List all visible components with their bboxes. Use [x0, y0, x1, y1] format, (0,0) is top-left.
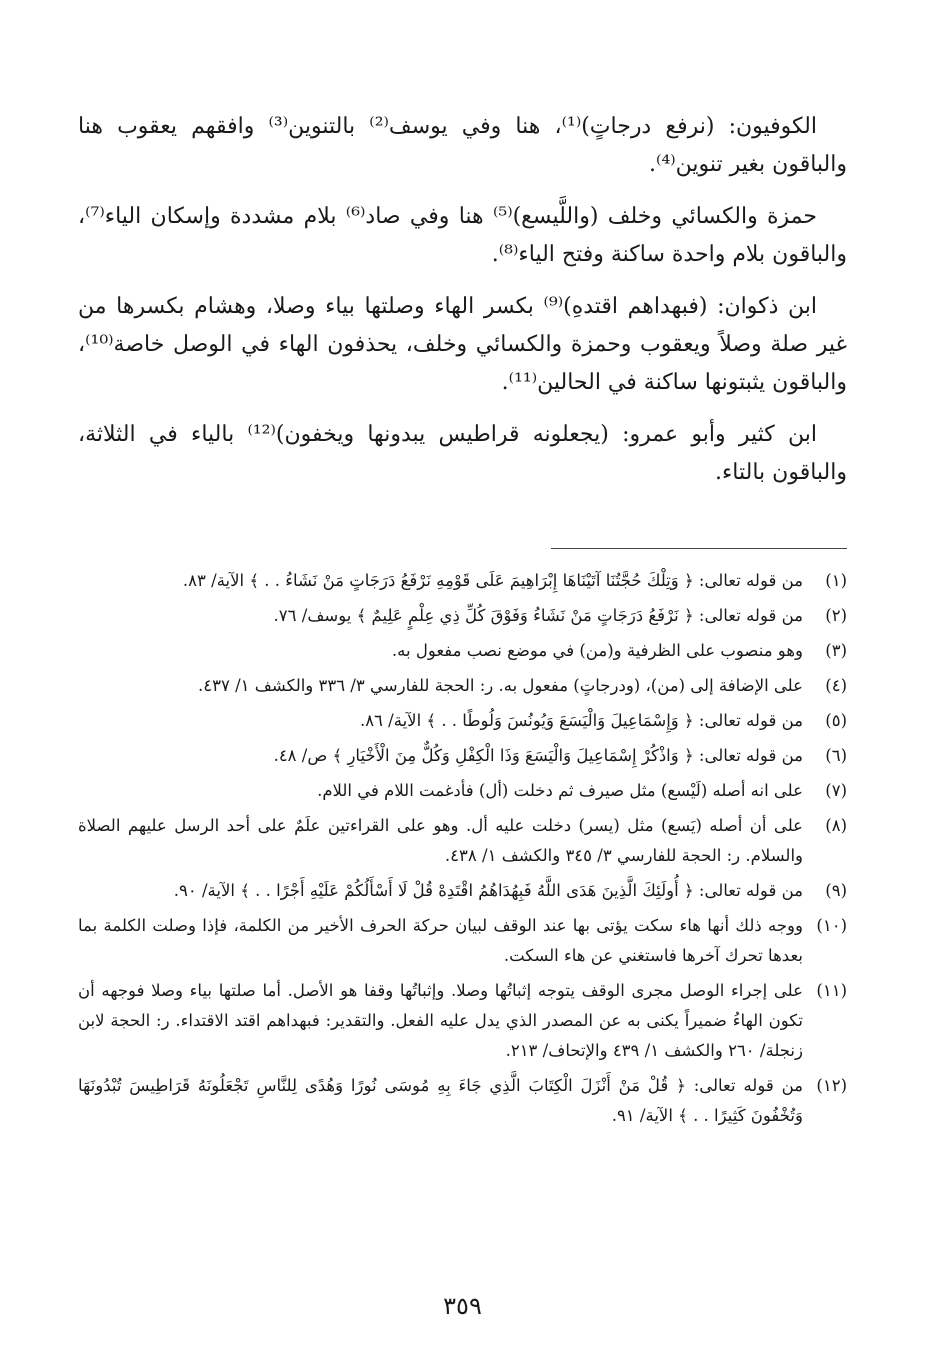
footnote — [78, 911, 847, 971]
footnote-text: على انه أصله (لَيْسع) مثل صيرف ثم دخلت (أل) فأدغمت اللام في اللام. — [317, 781, 803, 800]
footnote-number: (٦) — [825, 746, 847, 765]
footnote-text: من قوله تعالى: ﴿ قُلْ مَنْ أَنْزَلَ الْكِتَابَ الَّذِي جَاءَ بِهِ مُوسَى نُورًا وَهُدًى لِلنَّاسِ تَجْعَلُونَهُ قَرَاطِيسَ تُبْدُونَهَا وَتُخْفُونَ كَثِيرًا . . ﴾ الآية/ ٩١. — [78, 1076, 803, 1125]
footnote-number: (٣) — [825, 641, 847, 660]
footnote-number: (٨) — [825, 816, 847, 835]
footnote-text: ووجه ذلك أنها هاء سكت يؤتى بها عند الوقف لبيان حركة الحرف الأخير من الكلمة، فإذا وصلت الكلمة بما بعدها تحرك آخرها فاستغني عن هاء السكت. — [78, 916, 803, 965]
footnote-number: (٧) — [825, 781, 847, 800]
footnote — [78, 671, 847, 701]
footnote — [78, 566, 847, 596]
footnote-text: على أن أصله (يَسع) مثل (يسر) دخلت عليه أل. وهو على القراءتين علَمٌ على أحد الرسل عليهم الصلاة والسلام. ر: الحجة للفارسي ٣/ ٣٤٥ والكشف ١/ ٤٣٨. — [78, 816, 803, 865]
footnote — [78, 776, 847, 806]
footnote-text: من قوله تعالى: ﴿ وَإِسْمَاعِيلَ وَالْيَسَعَ وَيُونُسَ وَلُوطًا . . ﴾ الآية/ ٨٦. — [359, 711, 803, 730]
paragraph-4: ابن كثير وأبو عمرو: (يجعلونه قراطيس يبدونها ويخفون)⁽¹²⁾ بالياء في الثلاثة، والباقون بالتاء. — [78, 422, 847, 485]
footnote-number: (١٢) — [816, 1076, 847, 1095]
paragraph-2: حمزة والكسائي وخلف (واللَّيسع)⁽⁵⁾ هنا وفي صاد⁽⁶⁾ بلام مشددة وإسكان الياء⁽⁷⁾، والباقون بلام واحدة ساكنة وفتح الياء⁽⁸⁾. — [78, 204, 847, 267]
footnote-number: (٤) — [825, 676, 847, 695]
footnote-number: (٥) — [825, 711, 847, 730]
footnote-number: (١١) — [816, 981, 847, 1000]
main-text — [78, 108, 847, 506]
book-page — [78, 0, 847, 1368]
footnote — [78, 811, 847, 871]
footnote-text: من قوله تعالى: ﴿ نَرْفَعُ دَرَجَاتٍ مَنْ نَشَاءُ وَفَوْقَ كُلِّ ذِي عِلْمٍ عَلِيمٌ ﴾ يوسف/ ٧٦. — [273, 606, 803, 625]
footnote — [78, 1071, 847, 1131]
footnote — [78, 741, 847, 771]
footnote — [78, 601, 847, 631]
footnote-text: وهو منصوب على الظرفية و(من) في موضع نصب مفعول به. — [391, 641, 803, 660]
footnote-number: (٢) — [825, 606, 847, 625]
footnote-number: (١) — [825, 571, 847, 590]
footnote-text: من قوله تعالى: ﴿ وَتِلْكَ حُجَّتُنَا آتَيْنَاهَا إِبْرَاهِيمَ عَلَى قَوْمِهِ نَرْفَعُ دَرَجَاتٍ مَنْ نَشَاءُ . . ﴾ الآية/ ٨٣. — [182, 571, 803, 590]
footnote-text: من قوله تعالى: ﴿ أُولَئِكَ الَّذِينَ هَدَى اللَّهُ فَبِهُدَاهُمُ اقْتَدِهْ قُلْ لَا أَسْأَلُكُمْ عَلَيْهِ أَجْرًا . . ﴾ الآية/ ٩٠. — [173, 881, 803, 900]
paragraph-1: الكوفيون: (نرفع درجاتٍ)⁽¹⁾، هنا وفي يوسف⁽²⁾ بالتنوين⁽³⁾ وافقهم يعقوب هنا والباقون بغير تنوين⁽⁴⁾. — [78, 114, 847, 177]
footnote-divider — [551, 548, 847, 549]
footnote-text: من قوله تعالى: ﴿ وَاذْكُرْ إِسْمَاعِيلَ وَالْيَسَعَ وَذَا الْكِفْلِ وَكُلٌّ مِنَ الْأَخْيَارِ ﴾ ص/ ٤٨. — [273, 746, 803, 765]
footnote-number: (٩) — [825, 881, 847, 900]
footnote — [78, 706, 847, 736]
footnote — [78, 876, 847, 906]
page-number: ٣٥٩ — [443, 1292, 482, 1320]
footnote-text: على إجراء الوصل مجرى الوقف يتوجه إثباتُها وصلا. وإثباتُها وقفا هو الأصل. أما صلتها بياء وصلا فوجهه أن تكون الهاءُ ضميراً يكنى به عن المصدر الذي يدل عليه الفعل. والتقدير: فبهداهم اقتد الاقتداء. ر: الحجة لابن زنجلة/ ٢٦٠ والكشف ١/ ٤٣٩ والإتحاف/ ٢١٣. — [78, 981, 803, 1060]
paragraph-3: ابن ذكوان: (فبهداهم اقتدهِ)⁽⁹⁾ بكسر الهاء وصلتها بياء وصلا، وهشام بكسرها من غير صلة وصلاً ويعقوب وحمزة والكسائي وخلف، يحذفون الهاء في الوصل خاصة⁽¹⁰⁾، والباقون يثبتونها ساكنة في الحالين⁽¹¹⁾. — [78, 294, 847, 395]
footnote-text: على الإضافة إلى (من)، (ودرجاتٍ) مفعول به. ر: الحجة للفارسي ٣/ ٣٣٦ والكشف ١/ ٤٣٧. — [198, 676, 803, 695]
footnote-number: (١٠) — [816, 916, 847, 935]
footnote — [78, 636, 847, 666]
footnote — [78, 976, 847, 1066]
footnotes — [78, 566, 847, 1136]
